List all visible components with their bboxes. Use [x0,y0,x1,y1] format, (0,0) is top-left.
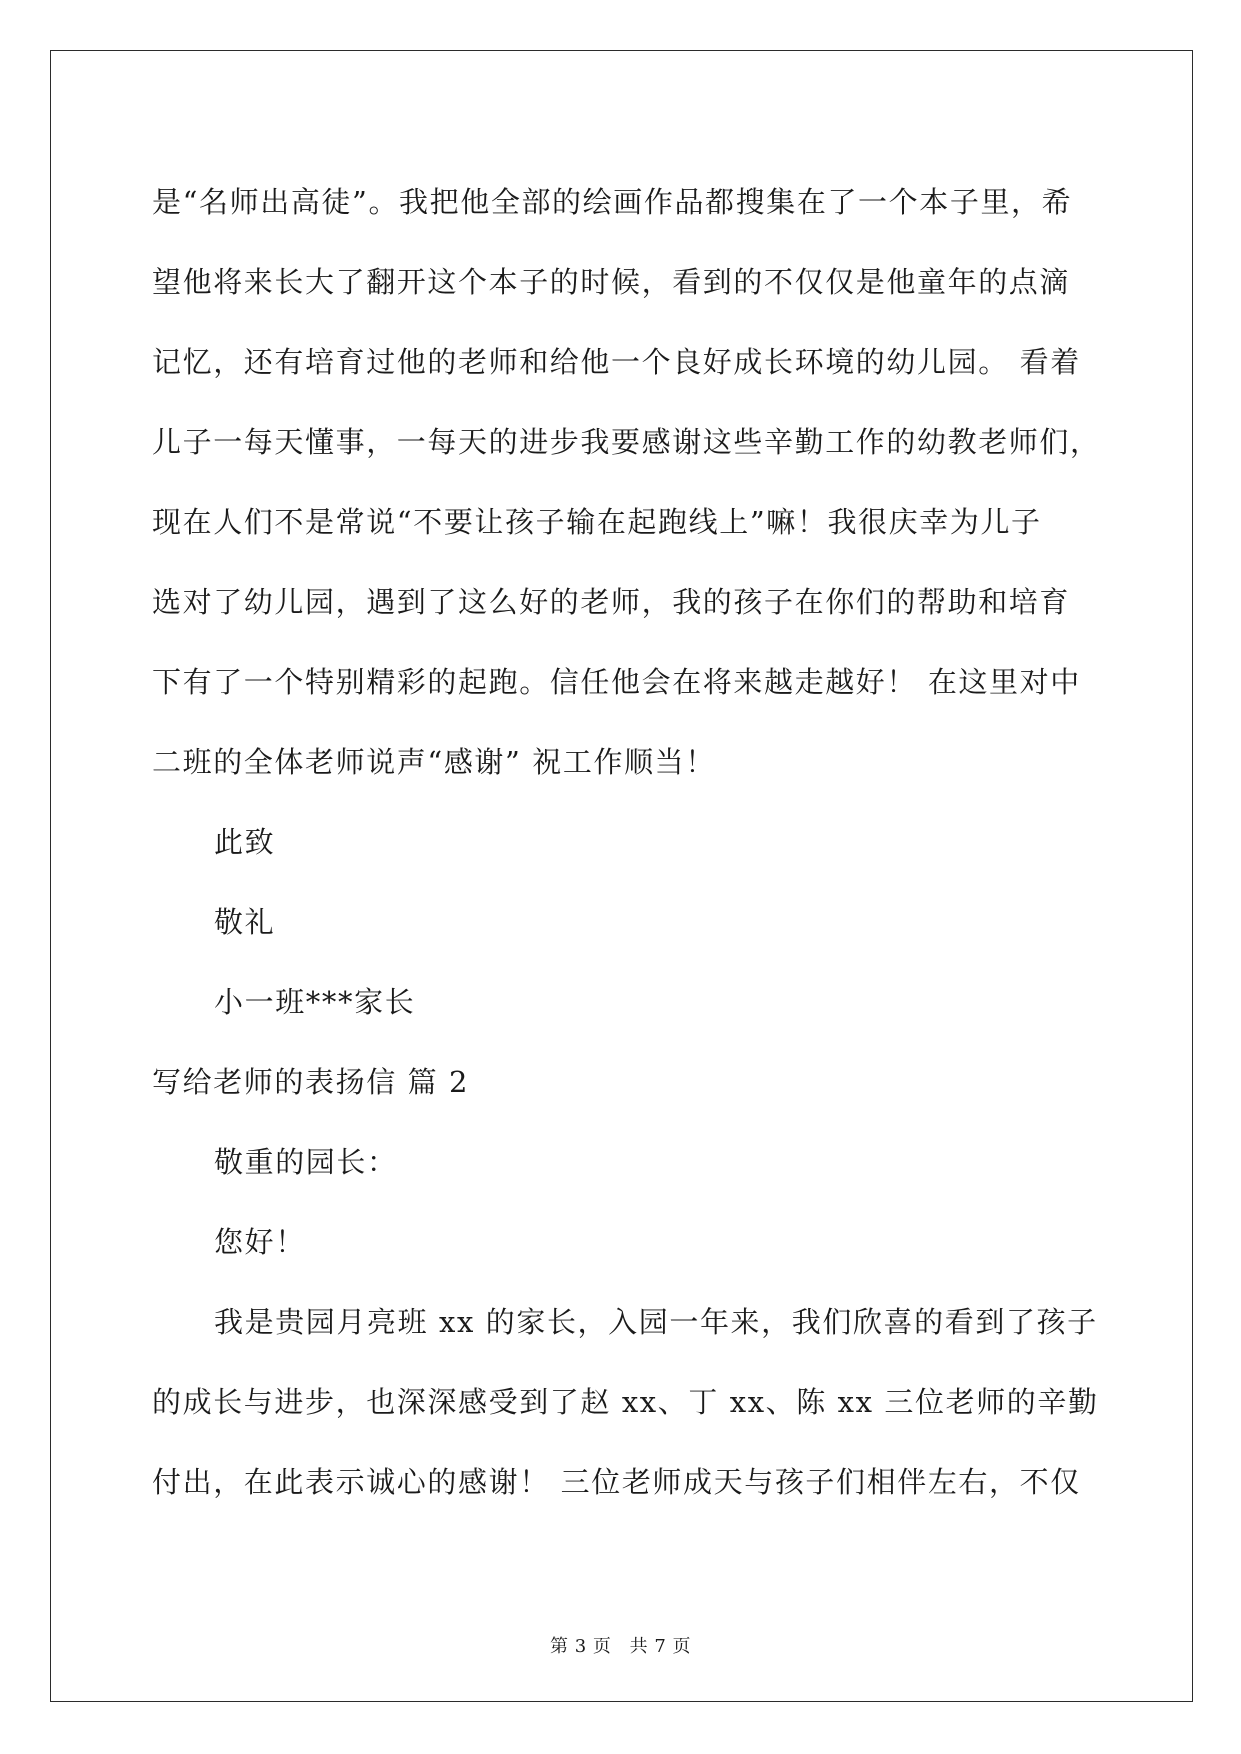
body-line: 现在人们不是常说“不要让孩子输在起跑线上”嘛！我很庆幸为儿子 [152,505,1042,539]
body-line: 儿子一每天懂事，一每天的进步我要感谢这些辛勤工作的幼教老师们， [152,425,1101,459]
closing-regards: 敬礼 [214,905,276,939]
body-line: 二班的全体老师说声“感谢” 祝工作顺当！ [152,745,716,779]
document-body [152,162,1101,1522]
signature: 小一班***家长 [214,985,416,1019]
body-line: 记忆，还有培育过他的老师和给他一个良好成长环境的幼儿园。 看着 [152,345,1081,379]
greeting-recipient: 敬重的园长： [214,1145,398,1179]
body-line: 我是贵园月亮班 xx 的家长，入园一年来，我们欣喜的看到了孩子 [214,1305,1098,1339]
page-footer [0,1632,1241,1658]
body-line: 的成长与进步，也深深感受到了赵 xx、丁 xx、陈 xx 三位老师的辛勤 [152,1385,1099,1419]
body-line: 是“名师出高徒”。我把他全部的绘画作品都搜集在了一个本子里，希 [152,185,1073,219]
body-line: 选对了幼儿园，遇到了这么好的老师，我的孩子在你们的帮助和培育 [152,585,1071,619]
body-line: 望他将来长大了翻开这个本子的时候，看到的不仅仅是他童年的点滴 [152,265,1071,299]
greeting: 您好！ [214,1225,306,1259]
page-number: 第 3 页 [549,1636,612,1657]
section-heading: 写给老师的表扬信 篇 2 [152,1065,470,1099]
body-line: 下有了一个特别精彩的起跑。信任他会在将来越走越好！ 在这里对中 [152,665,1081,699]
closing-salutation: 此致 [214,825,276,859]
page-total: 共 7 页 [629,1636,692,1657]
body-line: 付出，在此表示诚心的感谢！ 三位老师成天与孩子们相伴左右，不仅 [152,1465,1081,1499]
